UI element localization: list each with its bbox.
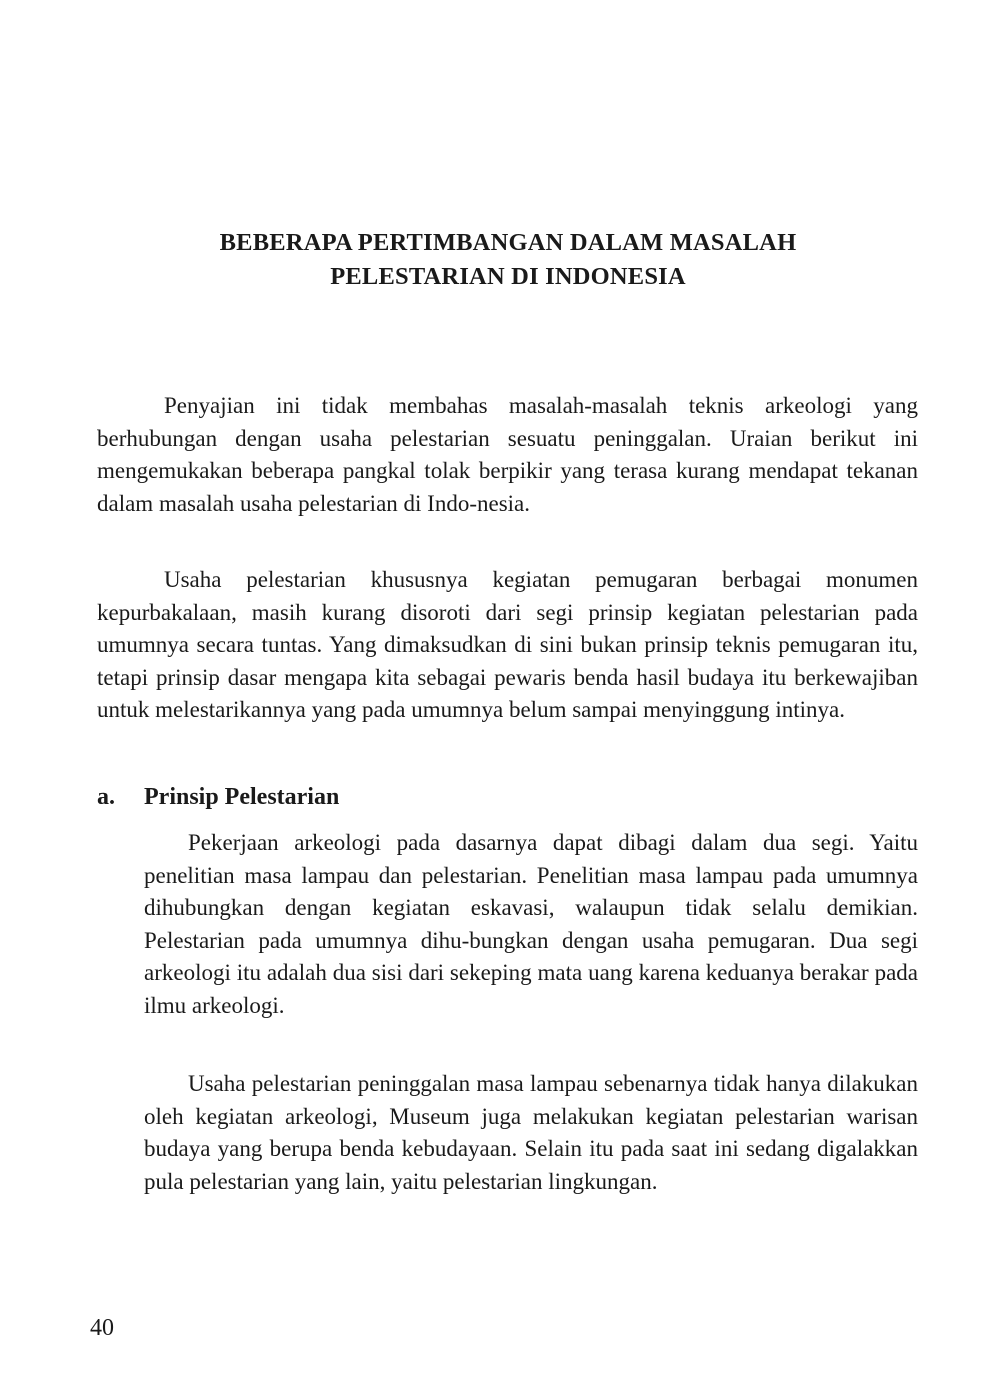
- section-paragraph: Usaha pelestarian peninggalan masa lampau sebenarnya tidak hanya dilakukan oleh kegiatan arkeologi, Museum juga melakukan kegiatan pelestarian warisan budaya yang berupa benda kebudayaan. Selain itu pada saat ini sedang digalakkan pula pelestarian yang lain, yaitu pelestarian lingkungan.: [144, 1071, 918, 1194]
- section-heading: [97, 781, 339, 813]
- section-marker: a.: [97, 784, 115, 810]
- page-number: 40: [90, 1315, 114, 1341]
- section-paragraph: Pekerjaan arkeologi pada dasarnya dapat dibagi dalam dua segi. Yaitu penelitian masa lampau dan pelestarian. Penelitian masa lampau pada umumnya dihubungkan dengan kegiatan eskavasi, walaupun tidak selalu demikian. Pelestarian pada umumnya dihu-bungkan dengan usaha pemugaran. Dua segi arkeologi itu adalah dua sisi dari sekeping mata uang karena keduanya berakar pada ilmu arkeologi.: [144, 830, 918, 1018]
- title-line-2: PELESTARIAN DI INDONESIA: [330, 263, 686, 290]
- body-paragraph: Usaha pelestarian khususnya kegiatan pemugaran berbagai monumen kepurbakalaan, masih kurang disoroti dari segi prinsip kegiatan pelestarian pada umumnya secara tuntas. Yang dimaksudkan di sini bukan prinsip teknis pemugaran itu, tetapi prinsip dasar mengapa kita sebagai pewaris benda hasil budaya itu berkewajiban untuk melestarikannya yang pada umumnya belum sampai menyinggung intinya.: [97, 567, 918, 722]
- section-heading-text: Prinsip Pelestarian: [144, 784, 340, 810]
- body-paragraph: Penyajian ini tidak membahas masalah-masalah teknis arkeologi yang berhubungan dengan usaha pelestarian sesuatu peninggalan. Uraian berikut ini mengemukakan beberapa pangkal tolak berpikir yang terasa kurang mendapat tekanan dalam masalah usaha pelestarian di Indo-nesia.: [97, 393, 918, 516]
- page-title: [0, 226, 1000, 294]
- title-line-1: BEBERAPA PERTIMBANGAN DALAM MASALAH: [219, 229, 797, 256]
